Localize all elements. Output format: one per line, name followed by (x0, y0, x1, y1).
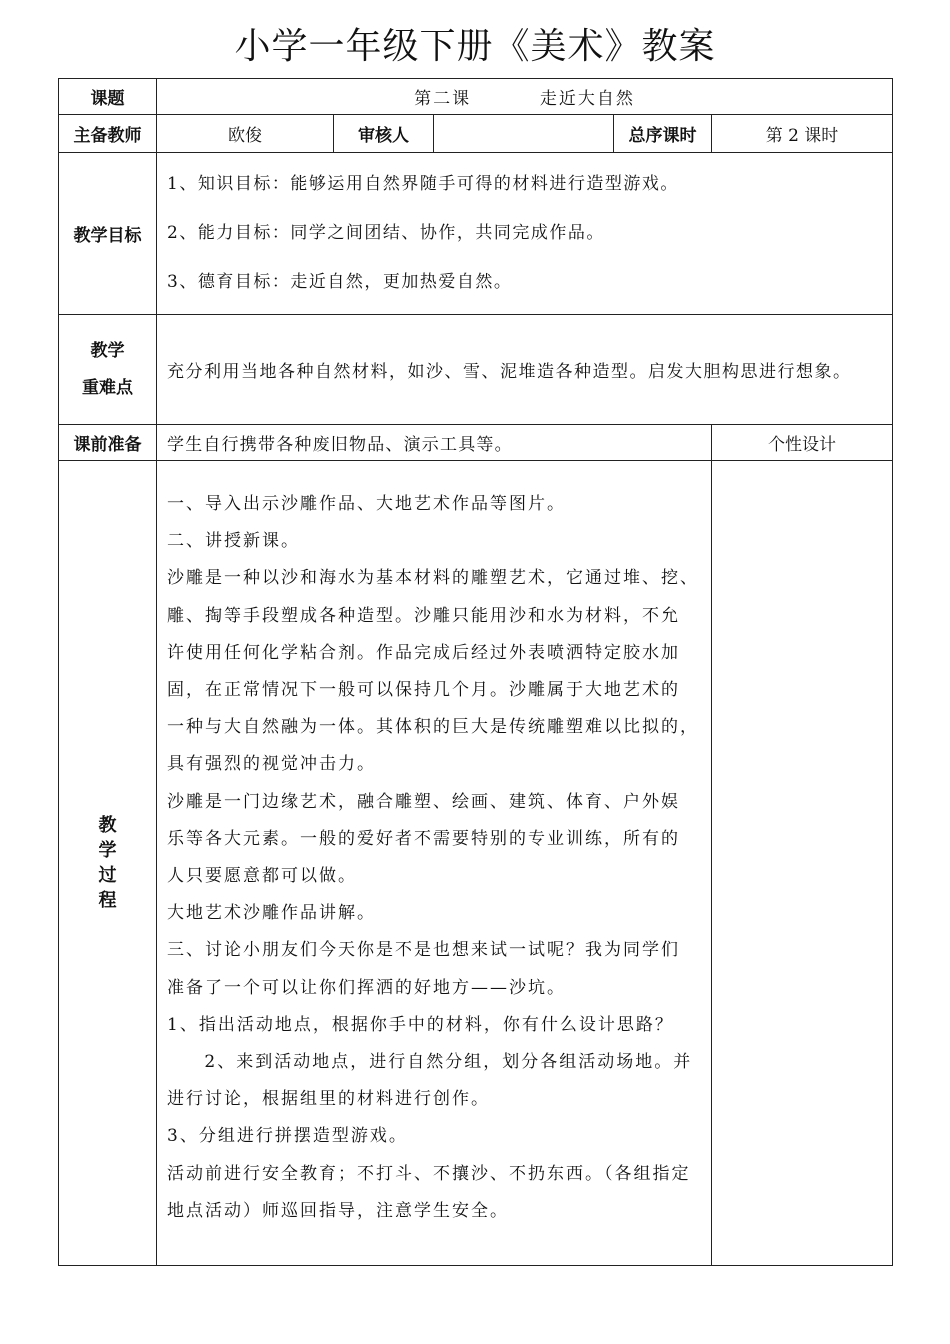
process-label-chars (59, 813, 156, 913)
lesson-label: 课题 (59, 79, 157, 115)
document-title: 小学一年级下册《美术》教案 (234, 26, 716, 67)
process-line: 准备了一个可以让你们挥洒的好地方——沙坑。 (167, 977, 566, 998)
process-line: 二、讲授新课。 (167, 531, 300, 552)
process-line: 固，在正常情况下一般可以保持几个月。沙雕属于大地艺术的 (167, 680, 680, 701)
process-line: 一、导入出示沙雕作品、大地艺术作品等图片。 (167, 494, 566, 514)
personal-design-label: 个性设计 (712, 425, 893, 461)
process-line: 乐等各大元素。一般的爱好者不需要特别的专业训练，所有的 (167, 828, 680, 849)
reviewer-label: 审核人 (334, 115, 434, 153)
teacher-label: 主备教师 (59, 115, 157, 153)
teacher-name: 欧俊 (157, 115, 334, 153)
lesson-plan-table (58, 78, 893, 1266)
period-value: 第 2 课时 (712, 115, 893, 153)
personal-design-cell (712, 461, 893, 1266)
process-line: 人只要愿意都可以做。 (167, 866, 357, 887)
process-label-char: 程 (98, 890, 117, 911)
process-line: 1、指出活动地点，根据你手中的材料，你有什么设计思路？ (167, 1014, 674, 1035)
objective-ability: 2、能力目标：同学之间团结、协作，共同完成作品。 (167, 223, 605, 243)
process-line: 大地艺术沙雕作品讲解。 (167, 903, 376, 924)
objective-knowledge: 1、知识目标：能够运用自然界随手可得的材料进行造型游戏。 (167, 174, 679, 194)
process-line: 雕、掏等手段塑成各种造型。沙雕只能用沙和水为材料，不允 (167, 605, 680, 626)
process-line: 进行讨论，根据组里的材料进行创作。 (167, 1089, 490, 1110)
process-content (157, 461, 712, 1266)
objective-moral: 3、德育目标：走近自然，更加热爱自然。 (167, 272, 513, 292)
process-line: 许使用任何化学粘合剂。作品完成后经过外表喷洒特定胶水加 (167, 642, 680, 663)
process-line: 一种与大自然融为一体。其体积的巨大是传统雕塑难以比拟的， (167, 717, 699, 738)
process-line: 地点活动）师巡回指导，注意学生安全。 (167, 1200, 509, 1221)
preparation-text: 学生自行携带各种废旧物品、演示工具等。 (157, 425, 712, 461)
staff-row (59, 115, 893, 153)
process-line: 3、分组进行拼摆造型游戏。 (167, 1126, 408, 1147)
objectives-row (59, 153, 893, 315)
process-label-char: 学 (98, 840, 117, 861)
process-line: 2、来到活动地点，进行自然分组，划分各组活动场地。并 (204, 1052, 693, 1073)
process-label-char: 过 (98, 865, 117, 886)
process-line: 沙雕是一门边缘艺术，融合雕塑、绘画、建筑、体育、户外娱 (167, 791, 680, 812)
process-line: 沙雕是一种以沙和海水为基本材料的雕塑艺术，它通过堆、挖、 (167, 568, 699, 589)
objectives-label: 教学目标 (59, 153, 157, 315)
process-line: 活动前进行安全教育；不打斗、不攘沙、不扔东西。（各组指定 (167, 1163, 691, 1184)
period-label: 总序课时 (614, 115, 712, 153)
difficulty-label-line2: 重难点 (82, 377, 133, 398)
lesson-row (59, 79, 893, 115)
reviewer-name (434, 115, 614, 153)
process-line: 三、讨论小朋友们今天你是不是也想来试一试呢？我为同学们 (167, 940, 680, 961)
lesson-number: 第二课 (414, 89, 472, 109)
preparation-label: 课前准备 (59, 425, 157, 461)
process-label (59, 461, 157, 1266)
difficulty-text: 充分利用当地各种自然材料，如沙、雪、泥堆造各种造型。启发大胆构思进行想象。 (157, 315, 893, 425)
process-line: 具有强烈的视觉冲击力。 (167, 754, 376, 775)
process-label-char: 教 (98, 815, 117, 836)
lesson-title-cell (157, 79, 893, 115)
objectives-content (157, 153, 893, 315)
difficulty-label-line1: 教学 (90, 340, 125, 361)
process-row (59, 461, 893, 1266)
difficulty-label (59, 315, 157, 425)
difficulty-row (59, 315, 893, 425)
preparation-row (59, 425, 893, 461)
lesson-name: 走近大自然 (539, 89, 635, 109)
